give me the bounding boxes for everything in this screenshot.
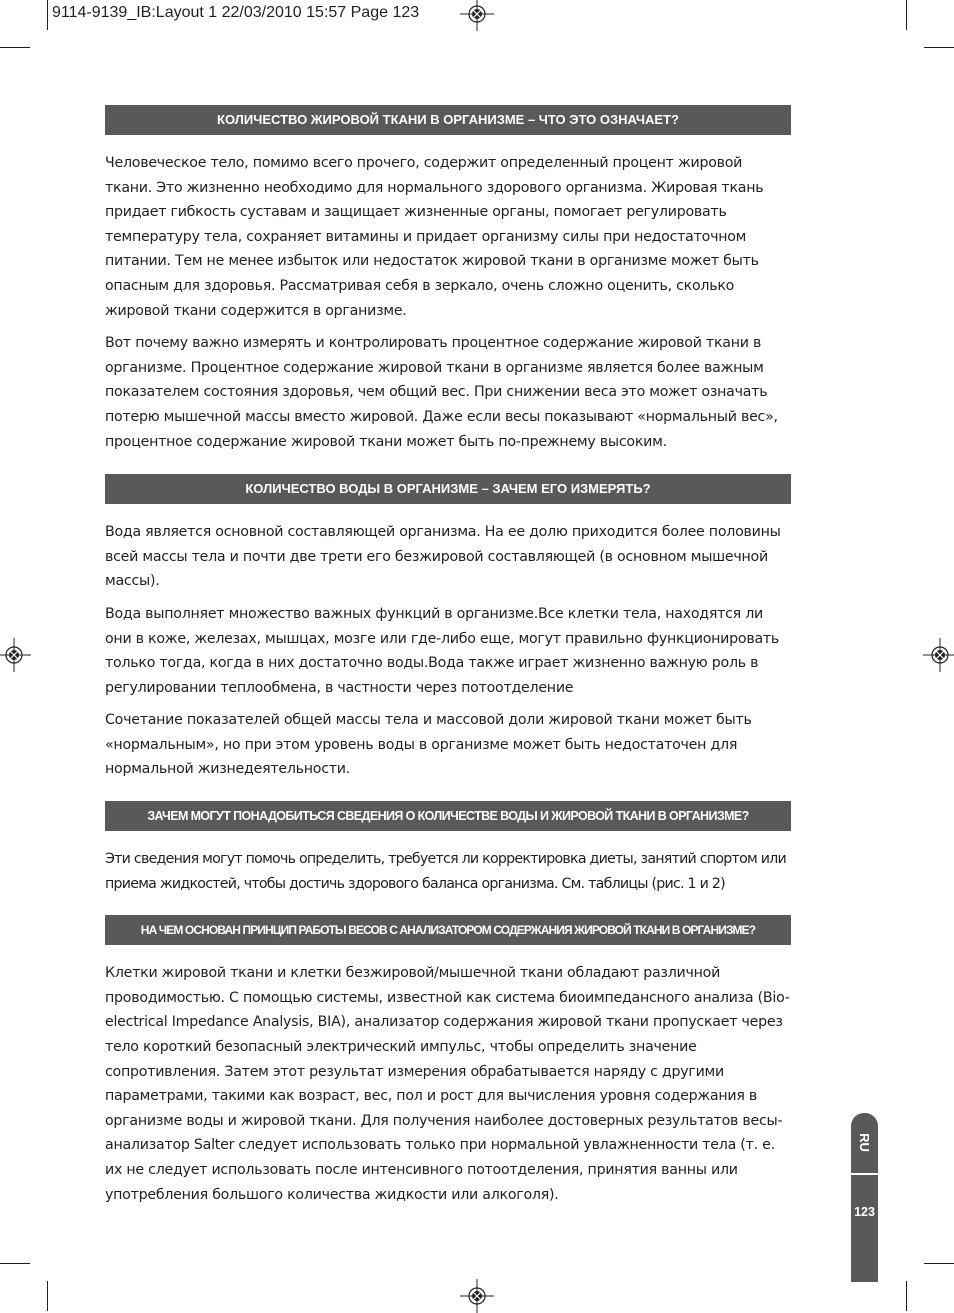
crop-mark-bottom-left-vertical bbox=[47, 1281, 48, 1311]
registration-mark-top-icon bbox=[460, 0, 494, 31]
registration-mark-right-icon bbox=[923, 638, 954, 672]
crop-mark-top-left-vertical bbox=[47, 0, 48, 30]
section-why-needed bbox=[105, 847, 791, 896]
crop-mark-top-right-vertical bbox=[906, 0, 907, 30]
paragraph: Человеческое тело, помимо всего прочего, содержит определенный процент жировой ткани. Это жизненно необходимо для нормального здорового организма. Жировая ткань придает гибкость суставам и защищает жизненные органы, помогает регулировать температуру тела, сохраняет витамины и придает организму силы при недостаточном питании. Тем не менее избыток или недостаток жировой ткани в организме может быть опасным для здоровья. Рассматривая себя в зеркало, очень сложно оценить, сколько жировой ткани содержится в организме. bbox=[105, 155, 764, 319]
paragraph: Вот почему важно измерять и контролировать процентное содержание жировой ткани в организме. Процентное содержание жировой ткани в организме является более важным показателем состояния здоровья, чем общий вес. При снижении веса это может означать потерю мышечной массы вместо жировой. Даже если весы показывают «нормальный вес», процентное содержание жировой ткани может быть по-прежнему высоким. bbox=[105, 335, 778, 450]
section-heading-body-water: КОЛИЧЕСТВО ВОДЫ В ОРГАНИЗМЕ – ЗАЧЕМ ЕГО ИЗМЕРЯТЬ? bbox=[105, 474, 791, 504]
page-number: 123 bbox=[854, 1205, 875, 1219]
paragraph: Вода является основной составляющей организма. На ее долю приходится более половины всей массы тела и почти две трети его безжировой составляющей (в основном мышечной массы). bbox=[105, 524, 781, 590]
registration-mark-bottom-icon bbox=[460, 1279, 494, 1313]
language-code-text: RU bbox=[857, 1132, 872, 1152]
crop-mark-bottom-left-horizontal bbox=[0, 1263, 30, 1264]
tab-divider bbox=[851, 1173, 878, 1175]
crop-mark-top-left-horizontal bbox=[0, 47, 30, 48]
paragraph: Клетки жировой ткани и клетки безжировой/мышечной ткани обладают различной проводимостью. С помощью системы, известной как система биоимпедансного анализа (Bio-electrical Impedance Analysis, BIA), анализатор содержания жировой ткани пропускает через тело короткий безопасный электрический импульс, чтобы определить значение сопротивления. Затем этот результат измерения обрабатывается наряду с другими параметрами, такими как возраст, вес, пол и рост для вычисления уровня содержания в организме воды и жировой ткани. Для получения наиболее достоверных результатов весы-анализатор Salter следует использовать только при нормальной увлажненности тела (т. е. их не следует использовать после интенсивного потоотделения, принятия ванны или употребления большого количества жидкости или алкоголя). bbox=[105, 965, 790, 1203]
section-body-water bbox=[105, 520, 791, 782]
section-heading-how-it-works: НА ЧЕМ ОСНОВАН ПРИНЦИП РАБОТЫ ВЕСОВ С АНАЛИЗАТОРОМ СОДЕРЖАНИЯ ЖИРОВОЙ ТКАНИ В ОРГАНИЗМЕ? bbox=[105, 915, 791, 945]
print-slug: 9114-9139_IB:Layout 1 22/03/2010 15:57 Page 123 bbox=[52, 4, 420, 21]
language-side-tab bbox=[851, 1113, 878, 1282]
crop-mark-top-right-horizontal bbox=[924, 47, 954, 48]
paragraph: Вода выполняет множество важных функций в организме.Все клетки тела, находятся ли они в коже, железах, мышцах, мозге или где-либо еще, могут правильно функционировать только тогда, когда в них достаточно воды.Вода также играет жизненно важную роль в регулировании теплообмена, в частности через потоотделение bbox=[105, 605, 780, 696]
registration-mark-left-icon bbox=[0, 638, 31, 672]
crop-mark-bottom-right-horizontal bbox=[924, 1263, 954, 1264]
section-heading-why-needed: ЗАЧЕМ МОГУТ ПОНАДОБИТЬСЯ СВЕДЕНИЯ О КОЛИЧЕСТВЕ ВОДЫ И ЖИРОВОЙ ТКАНИ В ОРГАНИЗМЕ? bbox=[105, 801, 791, 831]
section-heading-body-fat: КОЛИЧЕСТВО ЖИРОВОЙ ТКАНИ В ОРГАНИЗМЕ – ЧТО ЭТО ОЗНАЧАЕТ? bbox=[105, 105, 791, 135]
section-how-it-works bbox=[105, 961, 791, 1207]
page-content bbox=[105, 105, 791, 1207]
paragraph: Эти сведения могут помочь определить, требуется ли корректировка диеты, занятий спортом или приема жидкостей, чтобы достичь здорового баланса организма. См. таблицы (рис. 1 и 2) bbox=[105, 851, 786, 892]
crop-mark-bottom-right-vertical bbox=[906, 1281, 907, 1311]
language-code bbox=[851, 1125, 878, 1159]
paragraph: Сочетание показателей общей массы тела и массовой доли жировой ткани может быть «нормальным», но при этом уровень воды в организме может быть недостаточен для нормальной жизнедеятельности. bbox=[105, 712, 752, 778]
section-body-fat bbox=[105, 151, 791, 454]
